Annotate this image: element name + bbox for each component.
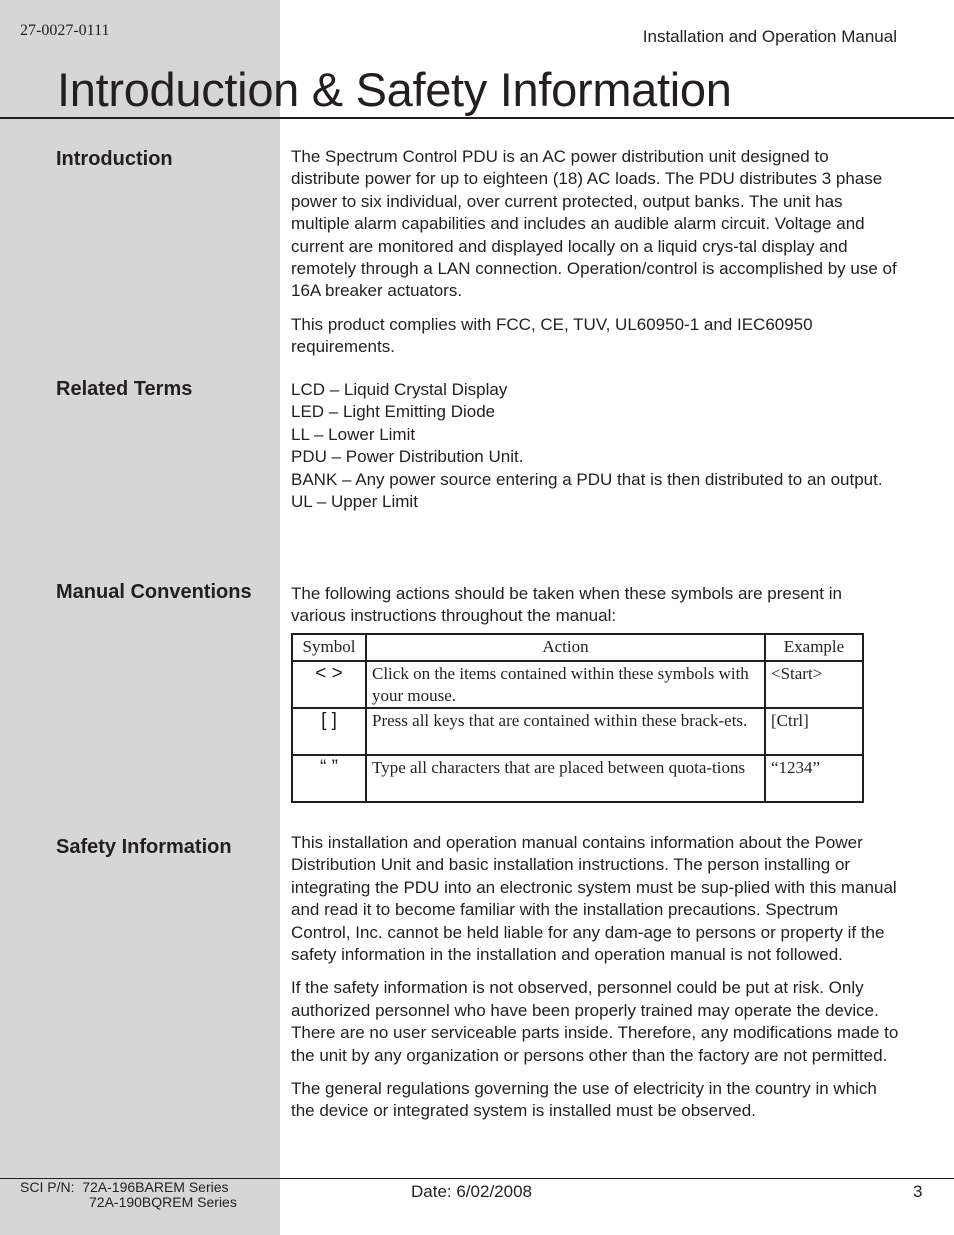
introduction-body	[291, 146, 901, 359]
page-title: Introduction & Safety Information	[57, 63, 732, 116]
safety-paragraph: If the safety information is not observed, personnel could be put at risk. Only authorized personnel who have been properly trained may operate the device. There are no user serviceable parts inside. Therefore, any modifications made to the unit by any organization or persons other than the factory are not permitted.	[291, 978, 899, 1065]
term-item: LL – Lower Limit	[291, 424, 416, 444]
conventions-table	[291, 633, 864, 803]
column-header-example: Example	[765, 634, 863, 661]
action-cell: Press all keys that are contained within these brack-ets.	[366, 708, 765, 755]
safety-information-heading: Safety Information	[56, 836, 232, 858]
term-item: BANK – Any power source entering a PDU that is then distributed to an output.	[291, 469, 883, 489]
table-row	[292, 708, 863, 755]
manual-title: Installation and Operation Manual	[642, 27, 897, 46]
symbol-cell: “ ”	[292, 755, 366, 802]
conventions-intro: The following actions should be taken when these symbols are present in various instructions throughout the manual:	[291, 584, 842, 626]
introduction-paragraph: The Spectrum Control PDU is an AC power distribution unit designed to distribute power for up to eighteen (18) AC loads. The PDU distributes 3 phase power to six individual, over current protected, output banks. The unit has multiple alarm capabilities and includes an audible alarm circuit. Voltage and current are monitored and displayed locally on a liquid crys-tal display and remotely through a LAN connection. Operation/control is accomplished by use of 16A breaker actuators.	[291, 147, 897, 301]
introduction-heading: Introduction	[56, 148, 173, 170]
table-header-row	[292, 634, 863, 661]
page-number: 3	[913, 1182, 923, 1201]
manual-conventions-heading: Manual Conventions	[56, 581, 252, 603]
example-cell: <Start>	[765, 661, 863, 708]
example-cell: “1234”	[765, 755, 863, 802]
document-number: 27-0027-0111	[20, 22, 110, 39]
safety-paragraph: The general regulations governing the use of electricity in the country in which the device or integrated system is installed must be observed.	[291, 1079, 877, 1121]
compliance-paragraph: This product complies with FCC, CE, TUV, UL60950-1 and IEC60950 requirements.	[291, 314, 813, 357]
footer-part-number	[20, 1180, 237, 1210]
symbol-cell: [ ]	[292, 708, 366, 755]
column-header-action: Action	[366, 634, 765, 661]
action-cell: Type all characters that are placed between quota-tions	[366, 755, 765, 802]
related-terms-heading: Related Terms	[56, 378, 193, 400]
term-item: PDU – Power Distribution Unit.	[291, 447, 524, 467]
example-cell: [Ctrl]	[765, 708, 863, 755]
symbol-cell: < >	[292, 661, 366, 708]
safety-paragraph: This installation and operation manual contains information about the Power Distribution Unit and basic installation instructions. The person installing or integrating the PDU into an electronic system must be sup-plied with this manual and read it to become familiar with the installation precautions. Spectrum Control, Inc. cannot be held liable for any dam-age to persons or property if the safety information in the installation and operation manual is not followed.	[291, 833, 897, 965]
table-row	[292, 755, 863, 802]
action-cell: Click on the items contained within these symbols with your mouse.	[366, 661, 765, 708]
footer-date: Date: 6/02/2008	[411, 1182, 532, 1201]
column-header-symbol: Symbol	[292, 634, 366, 661]
part-number-line: 72A-190BQREM Series	[89, 1194, 237, 1210]
title-divider	[0, 117, 954, 119]
term-item: LED – Light Emitting Diode	[291, 402, 496, 422]
left-margin-band	[0, 0, 280, 1235]
term-item: LCD – Liquid Crystal Display	[291, 380, 508, 399]
safety-information-body	[291, 832, 901, 1123]
term-item: UL – Upper Limit	[291, 492, 418, 512]
part-number-line: SCI P/N: 72A-196BAREM Series	[20, 1179, 229, 1195]
related-terms-list	[291, 379, 901, 513]
table-row	[292, 661, 863, 708]
